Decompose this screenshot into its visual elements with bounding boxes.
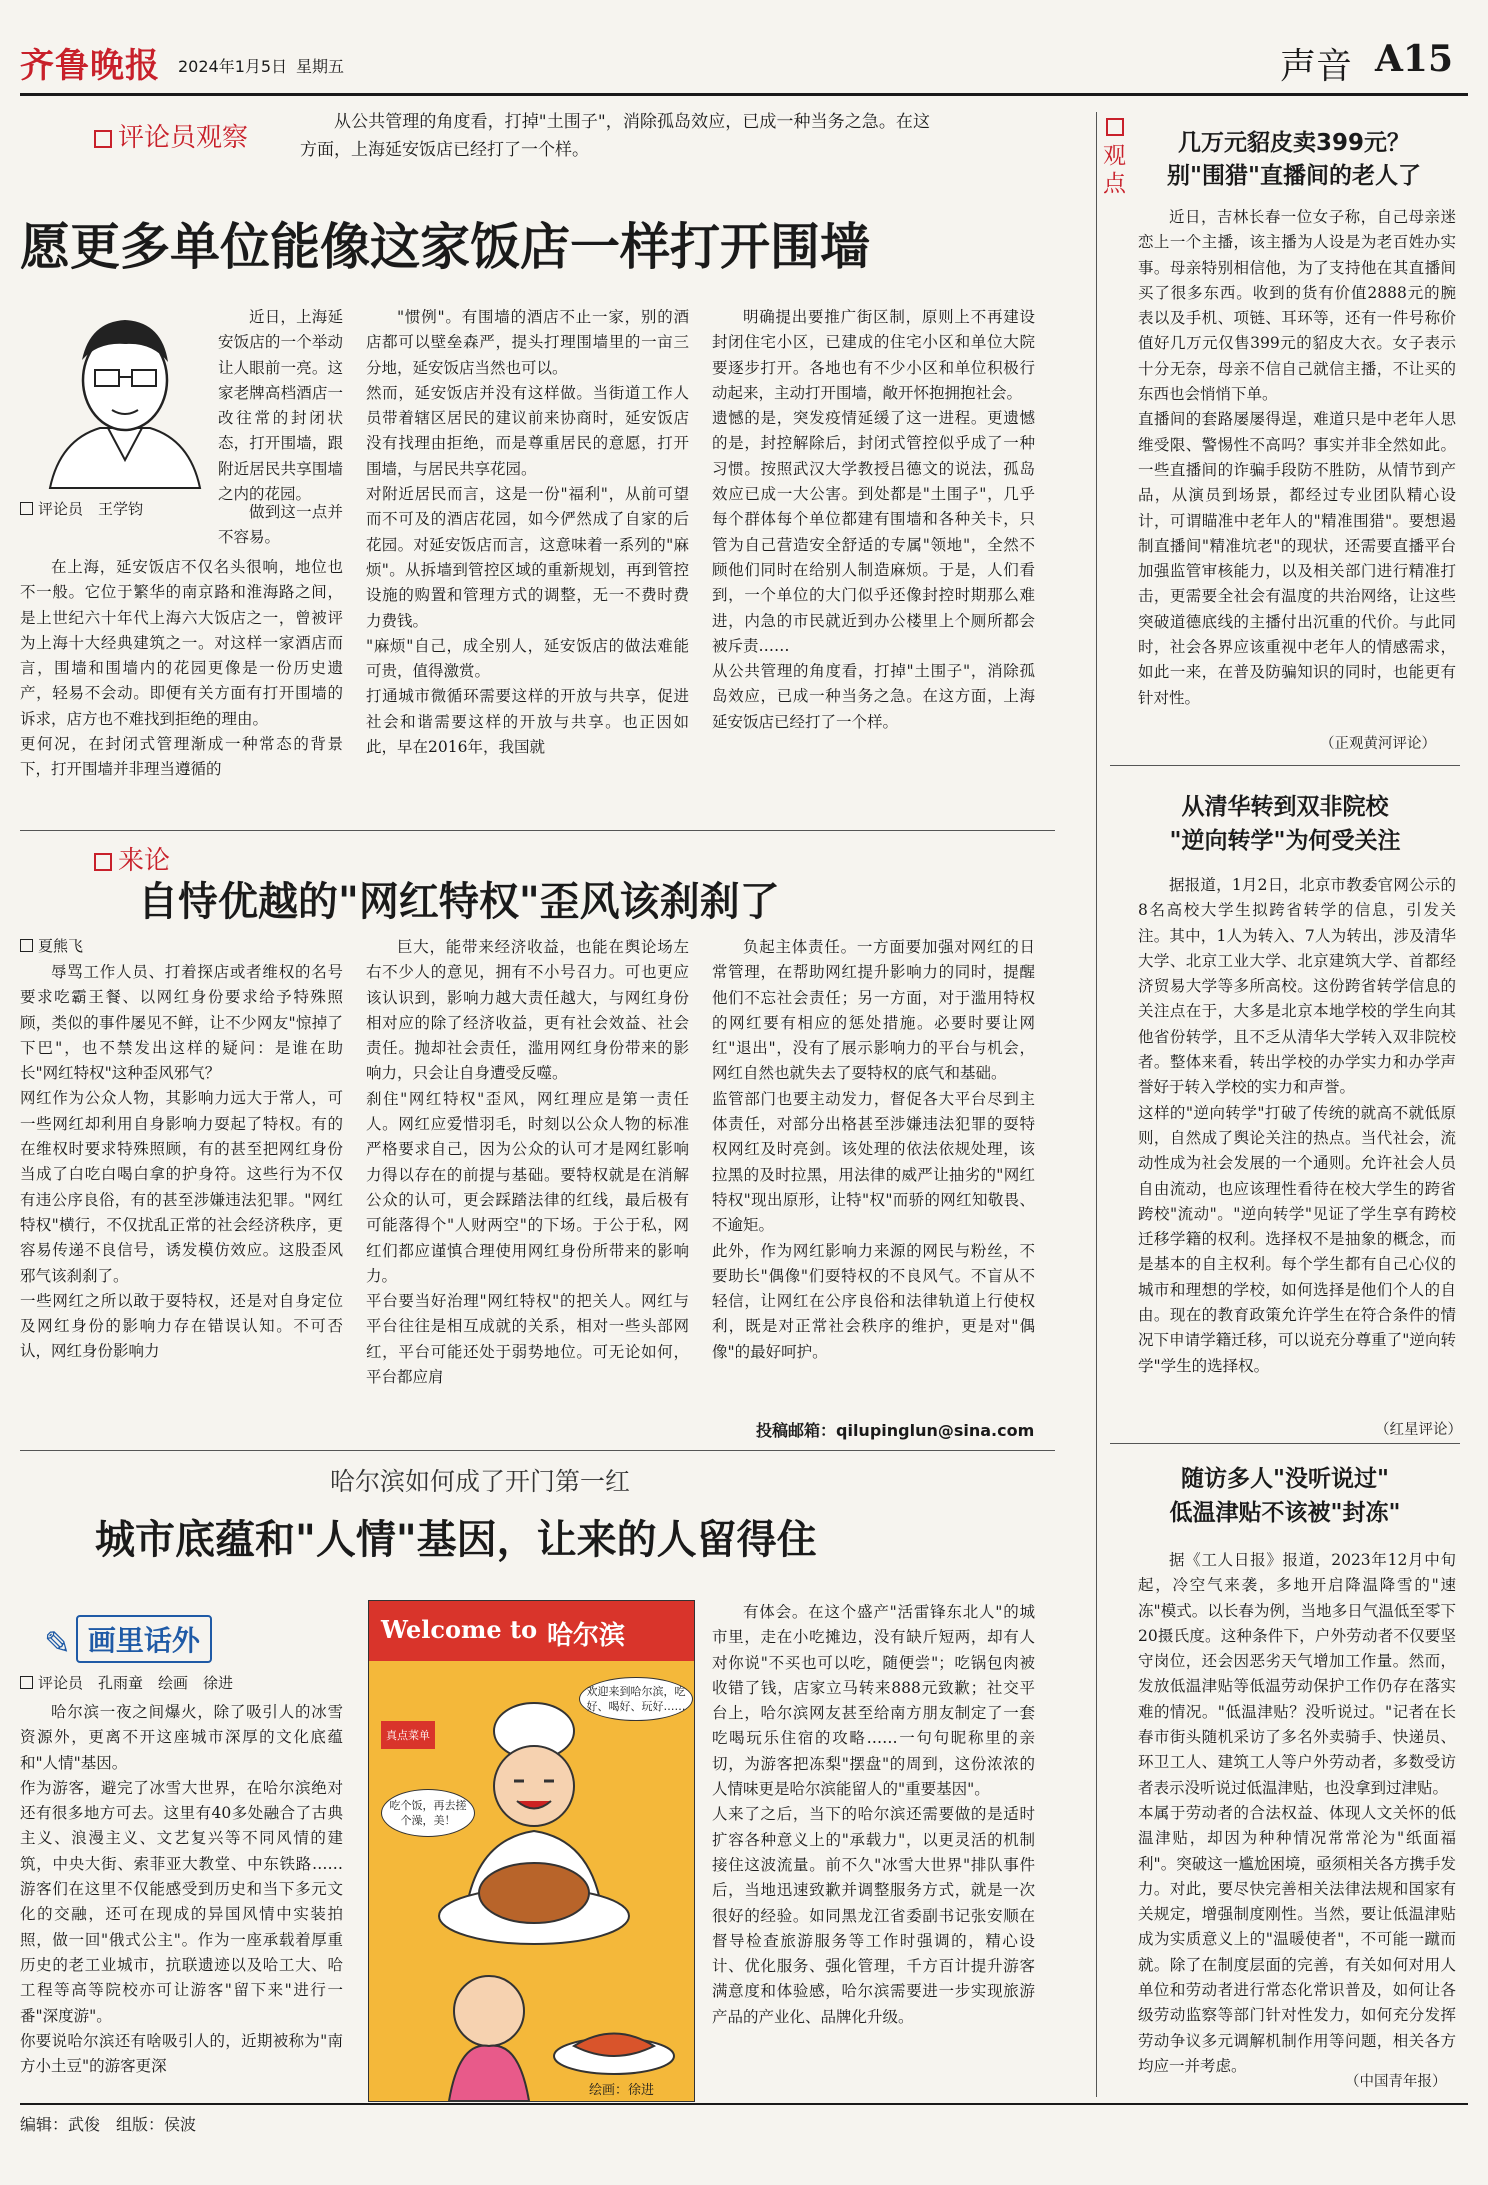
drawing-label (44, 1615, 212, 1663)
a2-label-text: 来论 (118, 846, 171, 876)
section-name: 声音 (1280, 46, 1353, 87)
label-box-icon (94, 853, 112, 871)
a1-label (94, 117, 248, 154)
issue-weekday: 星期五 (296, 57, 345, 76)
a1-col1-mid: 做到这一点并不容易。 (218, 503, 343, 547)
a2-byline: 夏熊飞 (20, 935, 83, 956)
a2-col1: 辱骂工作人员、打着探店或者维权的名号要求吃霸王餐、以网红身份要求给予特殊照顾，类似的事件屡见不鲜，让不少网友"惊掉了下巴"，也不禁发出这样的疑问：是谁在助长"网红特权"这种歪风邪气？ 网红作为公众人物，其影响力远大于常人，可一些网红却利用自身影响力耍起了特权。有的在维权时要求特殊照顾，有的甚至把网红身份当成了白吃白喝白拿的护身符。这些行为不仅有违公序良俗，有的甚至涉嫌违法犯罪。"网红特权"横行，不仅扰乱正常的社会经济秩序，更容易传递不良信号，诱发模仿效应。这股歪风邪气该刹刹了。 一些网红之所以敢于耍特权，还是对自身定位及网红身份的影响力存在错误认知。不可否认，网红身份影响力 (20, 963, 343, 1361)
s3-body: 据《工人日报》报道，2023年12月中旬起，冷空气来袭，多地开启降温降雪的"速冻"模式。以长春为例，当地多日气温低至零下20摄氏度。这种条件下，户外劳动者不仅要坚守岗位，还会因恶劣天气增加工作量。然而，发放低温津贴等低温劳动保护工作仍存在落实难的情况。"低温津贴？没听说过。"记者在长春市街头随机采访了多名外卖骑手、快递员、环卫工人、建筑工人等户外劳动者，多数受访者表示没听说过低温津贴，也没拿到过津贴。 本属于劳动者的合法权益、体现人文关怀的低温津贴，却因为种种情况常常沦为"纸面福利"。突破这一尴尬困境，亟须相关各方携手发力。对此，要尽快完善相关法律法规和国家有关规定，增强制度刚性。当然，要让低温津贴成为实质意义上的"温暖使者"，不可能一蹴而就。除了在制度层面的完善，有关如何对用人单位和劳动者进行常态化常识普及，如何让各级劳动监察等部门针对性发力，如何充分发挥劳动争议多元调解机制作用等问题，相关各方均应一并考虑。 (1138, 1551, 1456, 2075)
cartoon-badge: 真点菜单 (381, 1721, 435, 1749)
a3-col1: 哈尔滨一夜之间爆火，除了吸引人的冰雪资源外，更离不开这座城市深厚的文化底蕴和"人情"基因。 作为游客，避完了冰雪大世界，在哈尔滨绝对还有很多地方可去。这里有40多处融合了古典主义、浪漫主义、文艺复兴等不同风情的建筑，中央大街、索菲亚大教堂、中东铁路……游客们在这里不仅能感受到历史和当下多元文化的交融，还可在现成的异国风情中实装拍照，做一回"俄式公主"。作为一座承载着厚重历史的老工业城市，抗联遗迹以及哈工大、哈工程等高等院校亦可让游客"留下来"进行一番"深度游"。 你要说哈尔滨还有啥吸引人的，近期被称为"南方小土豆"的游客更深 (20, 1703, 343, 2076)
a1-bottom-rule (20, 830, 1055, 831)
a3-kicker: 哈尔滨如何成了开门第一红 (330, 1467, 631, 1496)
a1-lead: 从公共管理的角度看，打掉"土围子"，消除孤岛效应，已成一种当务之急。在这方面，上海延安饭店已经打了一个样。 (300, 112, 930, 160)
s1-title-2: 别"围猎"直播间的老人了 (1167, 163, 1421, 189)
s3-title-1: 随访多人"没听说过" (1181, 1466, 1389, 1492)
author-portrait (40, 300, 210, 490)
s2-bottom-rule (1110, 1443, 1460, 1444)
s1-title-1: 几万元貂皮卖399元？ (1177, 130, 1410, 156)
a1-label-text: 评论员观察 (118, 123, 249, 153)
s3-title-2: 低温津贴不该被"封冻" (1169, 1500, 1401, 1526)
a1-col2: "惯例"。有围墙的酒店不止一家，别的酒店都可以壁垒森严，提头打理围墙里的一亩三分地，延安饭店当然也可以。 然而，延安饭店并没有这样做。当街道工作人员带着辖区居民的建议前来协商时，延安饭店没有找理由拒绝，而是尊重居民的意愿，打开围墙，与居民共享花园。 对附近居民而言，这是一份"福利"，从前可望而不可及的酒店花园，如今俨然成了自家的后花园。对延安饭店而言，这意味着一系列的"麻烦"。从拆墙到管控区域的重新规划，再到管控设施的购置和管理方式的调整，无一不费时费力费钱。 "麻烦"自己，成全别人，延安饭店的做法难能可贵，值得激赏。 打通城市微循环需要这样的开放与共享，促进社会和谐需要这样的开放与共享。也正因如此，早在2016年，我国就 (366, 308, 689, 757)
footer-rule (20, 2103, 1468, 2105)
a1-title: 愿更多单位能像这家饭店一样打开围墙 (20, 218, 870, 276)
s2-body: 据报道，1月2日，北京市教委官网公示的8名高校大学生拟跨省转学的信息，引发关注。其中，1人为转入、7人为转出，涉及清华大学、北京工业大学、北京建筑大学、首都经济贸易大学等多所高校。这份跨省转学信息的关注点在于，大多是北京本地学校的学生向其他省份转学，且不乏从清华大学转入双非院校者。整体来看，转出学校的办学实力和办学声誉好于转入学校的实力和声誉。 这样的"逆向转学"打破了传统的就高不就低原则，自然成了舆论关注的热点。当代社会，流动性成为社会发展的一个通则。允许社会人员自由流动，也应该理性看待在校大学生的跨省跨校"流动"。"逆向转学"见证了学生享有跨校迁移学籍的权利。选择权不是抽象的概念，而是基本的自主权利。每个学生都有自己心仪的城市和理想的学校，如何选择是他们个人的自由。现在的教育政策允许学生在符合条件的情况下申请学籍迁移，可以说充分尊重了"逆向转学"学生的选择权。 (1138, 876, 1456, 1375)
s2-source: （红星评论） (1375, 1422, 1462, 1438)
a2-bottom-rule (20, 1450, 1055, 1451)
right-label (1103, 118, 1129, 198)
s1-source: （正观黄河评论） (1320, 736, 1436, 752)
label-box-icon (1106, 118, 1124, 136)
s2-title-1: 从清华转到双非院校 (1181, 794, 1389, 820)
a1-col1-top: 近日，上海延安饭店的一个举动让人眼前一亮。这家老牌高档酒店一改往常的封闭状态，打开围墙，跟附近居民共享围墙之内的花园。 (218, 308, 343, 504)
a1-byline: 评论员 王学钧 (20, 498, 143, 519)
a3-byline: 评论员 孔雨童 绘画 徐进 (20, 1672, 233, 1693)
issue-date: 2024年1月5日 (178, 57, 288, 76)
masthead-logo: 齐鲁晚报 (20, 46, 160, 86)
a3-col3: 有体会。在这个盛产"活雷锋东北人"的城市里，走在小吃摊边，没有缺斤短两，却有人对你说"不买也可以吃，随便尝"；吃锅包肉被收错了钱，店家立马转来888元致歉；社交平台上，哈尔滨网友甚至给南方朋友制定了一套吃喝玩乐住宿的攻略……一句句昵称里的亲切，为游客把冻梨"摆盘"的周到，这份浓浓的人情味更是哈尔滨能留人的"重要基因"。 人来了之后，当下的哈尔滨还需要做的是适时扩容各种意义上的"承载力"，以更灵活的机制接住这波流量。前不久"冰雪大世界"排队事件后，当地迅速致歉并调整服务方式，就是一次很好的经验。如同黑龙江省委副书记张安顺在督导检查旅游服务等工作时强调的，精心设计、优化服务、强化管理，千方百计提升游客满意度和体验感，哈尔滨需要进一步实现旅游产品的产业化、品牌化升级。 (712, 1603, 1035, 2026)
cartoon-credit: 绘画：徐进 (589, 2083, 655, 2098)
a1-col3: 明确提出要推广街区制，原则上不再建设封闭住宅小区，已建成的住宅小区和单位大院要逐步打开。各地也有不少小区和单位积极行动起来，主动打开围墙，敞开怀抱拥抱社会。 遗憾的是，突发疫情延缓了这一进程。更遗憾的是，封控解除后，封闭式管控似乎成了一种习惯。按照武汉大学教授吕德文的说法，孤岛效应已成一大公害。到处都是"土围子"，几乎每个群体每个单位都建有围墙和各种关卡，只管为自己营造安全舒适的专属"领地"，全然不顾他们同时在给别人制造麻烦。于是，人们看到，一个单位的大门似乎还像封控时期那么难进，内急的市民就近到办公楼里上个厕所都会被斥责…… 从公共管理的角度看，打掉"土围子"，消除孤岛效应，已成一种当务之急。在这方面，上海延安饭店已经打了一个样。 (712, 308, 1035, 731)
cartoon-title-cn: 哈尔滨 (547, 1621, 626, 1651)
cartoon-bubble-1: 欢迎来到哈尔滨，吃好、喝好、玩好…… (579, 1677, 693, 1721)
cartoon-title-en: Welcome to (381, 1615, 538, 1644)
a2-title: 自恃优越的"网红特权"歪风该刹刹了 (138, 879, 780, 925)
a2-contact: 投稿邮箱：qilupinglun@sina.com (756, 1421, 1035, 1440)
pen-icon: ✎ (44, 1624, 71, 1662)
drawing-label-text: 画里话外 (76, 1615, 212, 1663)
right-column-rule (1096, 112, 1097, 2097)
s1-bottom-rule (1110, 765, 1460, 766)
page-number: A15 (1375, 38, 1454, 80)
cartoon-bubble-2: 吃个饭，再去搓个澡，美！ (381, 1789, 475, 1837)
a2-col3: 负起主体责任。一方面要加强对网红的日常管理，在帮助网红提升影响力的同时，提醒他们不忘社会责任；另一方面，对于滥用特权的网红要有相应的惩处措施。必要时要让网红"退出"，没有了展示影响力的平台与机会，网红自然也就失去了耍特权的底气和基础。 监管部门也要主动发力，督促各大平台尽到主体责任，对部分出格甚至涉嫌违法犯罪的耍特权网红及时亮剑。该处理的依法依规处理，该拉黑的及时拉黑，用法律的威严让抽劣的"网红特权"现出原形，让特"权"而骄的网红知敬畏、不逾矩。 此外，作为网红影响力来源的网民与粉丝，不要助长"偶像"们耍特权的不良风气。不盲从不轻信，让网红在公序良俗和法律轨道上行使权利，既是对正常社会秩序的维护，更是对"偶像"的最好呵护。 (712, 938, 1035, 1361)
a1-col1-body: 在上海，延安饭店不仅名头很响，地位也不一般。它位于繁华的南京路和淮海路之间，是上世纪六十年代上海六大饭店之一，曾被评为上海十大经典建筑之一。对这样一家酒店而言，围墙和围墙内的花园更像是一份历史遗产，轻易不会动。即便有关方面有打开围墙的诉求，店方也不难找到拒绝的理由。 更何况，在封闭式管理渐成一种常态的背景下，打开围墙并非理当遵循的 (20, 558, 343, 779)
s1-body: 近日，吉林长春一位女子称，自己母亲迷恋上一个主播，该主播为人设是为老百姓办实事。母亲特别相信他，为了支持他在其直播间买了很多东西。收到的货有价值2888元的腕表以及手机、项链、耳环等，还有一件号称价值好几万元仅售399元的貂皮大衣。女子表示十分无奈，母亲不信自己就信主播，不让买的东西也会悄悄下单。 直播间的套路屡屡得逞，难道只是中老年人思维受限、警惕性不高吗？事实并非全然如此。一些直播间的诈骗手段防不胜防，从情节到产品，从演员到场景，都经过专业团队精心设计，可谓瞄准中老年人的"精准围猎"。要想遏制直播间"精准坑老"的现状，还需要直播平台加强监管审核能力，以及相关部门进行精准打击，更需要全社会有温度的共治网络，让这些突破道德底线的主播付出沉重的代价。与此同时，社会各界应该重视中老年人的情感需求，如此一来，在普及防骗知识的同时，也能更有针对性。 (1138, 208, 1456, 707)
header-rule (20, 93, 1468, 96)
cartoon (368, 1600, 695, 2102)
a2-col2: 巨大，能带来经济收益，也能在舆论场左右不少人的意见，拥有不小号召力。可也更应该认识到，影响力越大责任越大，与网红身份相对应的除了经济收益，更有社会效益、社会责任。抛却社会责任，滥用网红身份带来的影响力，只会让自身遭受反噬。 刹住"网红特权"歪风，网红理应是第一责任人。网红应爱惜羽毛，时刻以公众人物的标准严格要求自己，因为公众的认可才是网红影响力得以存在的前提与基础。要特权就是在消解公众的认可，更会踩踏法律的红线，最后极有可能落得个"人财两空"的下场。于公于私，网红们都应谨慎合理使用网红身份所带来的影响力。 平台要当好治理"网红特权"的把关人。网红与平台往往是相互成就的关系，相对一些头部网红，平台可能还处于弱势地位。可无论如何，平台都应肩 (366, 938, 689, 1387)
s3-source: （中国青年报） (1345, 2074, 1447, 2090)
label-box-icon (94, 130, 112, 148)
s2-title-2: "逆向转学"为何受关注 (1169, 828, 1401, 854)
footer-editor: 编辑：武俊 组版：侯波 (20, 2115, 197, 2134)
a3-title: 城市底蕴和"人情"基因，让来的人留得住 (95, 1517, 817, 1563)
right-label-text: 观点 (1103, 143, 1126, 197)
